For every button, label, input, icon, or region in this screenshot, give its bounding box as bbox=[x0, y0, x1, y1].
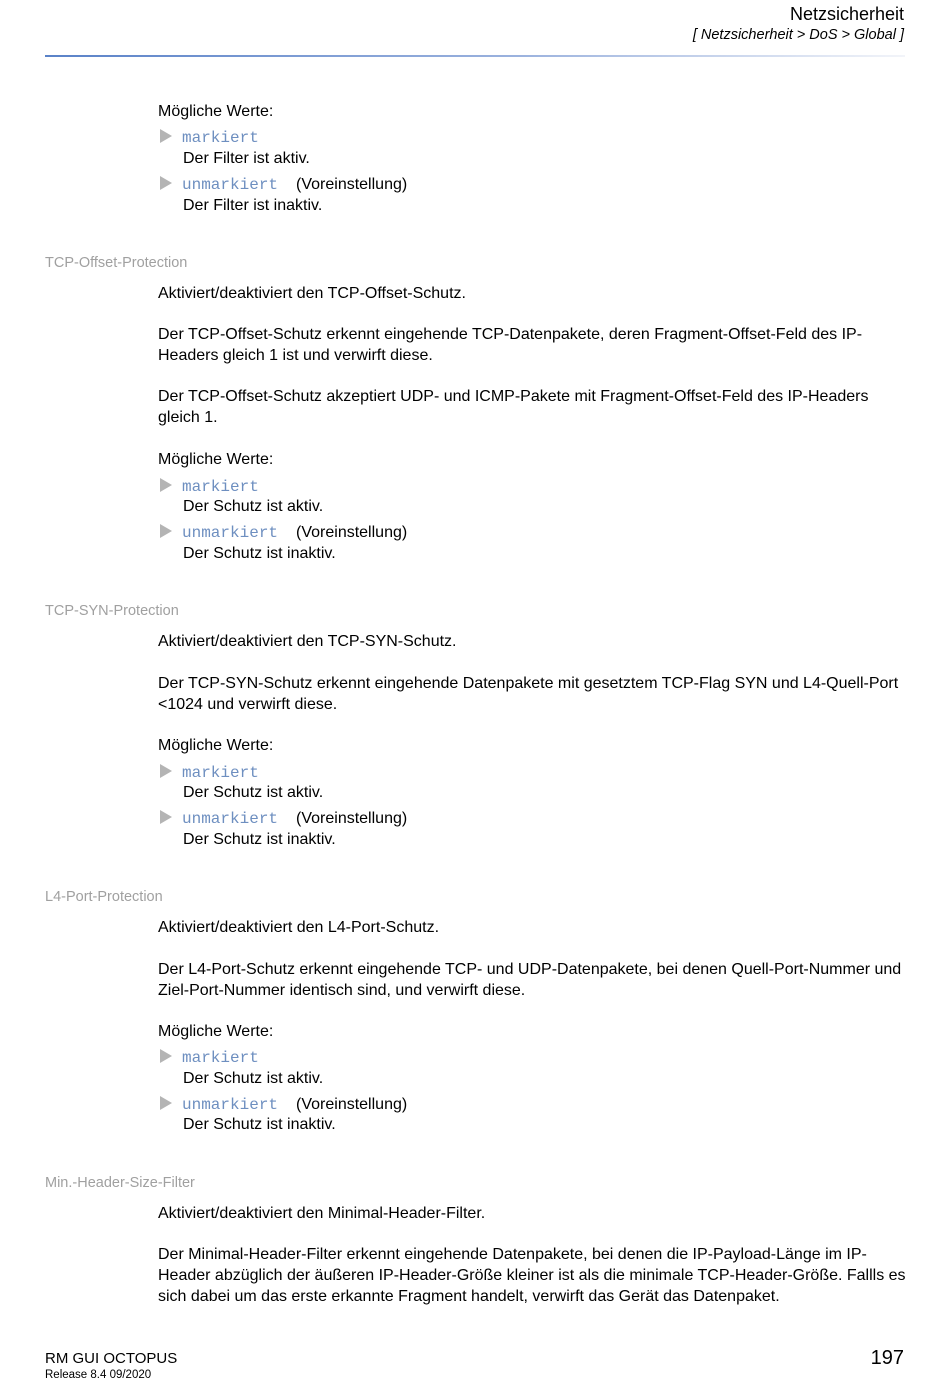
value-option-checked bbox=[160, 476, 259, 498]
value-description: Der Schutz ist aktiv. bbox=[183, 1070, 324, 1087]
possible-values-heading: Mögliche Werte: bbox=[158, 103, 274, 120]
default-marker: (Voreinstellung) bbox=[296, 810, 408, 827]
page-number: 197 bbox=[870, 1347, 904, 1369]
default-marker: (Voreinstellung) bbox=[296, 176, 408, 193]
value-keyword: unmarkiert bbox=[182, 176, 279, 194]
bullet-triangle-icon bbox=[160, 764, 172, 778]
paragraph: Aktiviert/deaktiviert den TCP-Offset-Schutz. bbox=[158, 285, 466, 302]
value-option-checked bbox=[160, 762, 259, 784]
value-description: Der Schutz ist aktiv. bbox=[183, 784, 324, 801]
paragraph: Der Minimal-Header-Filter erkennt eingehende Datenpakete, bei denen die IP-Payload-Länge im IP-Header abzüglich der äußeren IP-Header-Größe kleiner ist als die minimale TCP-Header-Größe. Fallls es sich dabei um das erste erkannte Fragment handelt, verwirft das Gerät das Datenpaket. bbox=[158, 1246, 906, 1305]
bullet-triangle-icon bbox=[160, 1096, 172, 1110]
product-name: RM GUI OCTOPUS bbox=[45, 1350, 178, 1367]
value-description: Der Filter ist aktiv. bbox=[183, 150, 310, 167]
possible-values-heading: Mögliche Werte: bbox=[158, 451, 274, 468]
paragraph: Der TCP-Offset-Schutz akzeptiert UDP- und ICMP-Pakete mit Fragment-Offset-Feld des IP-Headers gleich 1. bbox=[158, 388, 869, 426]
value-option-checked bbox=[160, 127, 259, 149]
possible-values-heading: Mögliche Werte: bbox=[158, 1023, 274, 1040]
value-description: Der Schutz ist inaktiv. bbox=[183, 1116, 336, 1133]
value-option-unchecked bbox=[160, 808, 407, 830]
bullet-triangle-icon bbox=[160, 810, 172, 824]
value-description: Der Schutz ist inaktiv. bbox=[183, 545, 336, 562]
breadcrumb: [ Netzsicherheit > DoS > Global ] bbox=[692, 27, 904, 43]
default-marker: (Voreinstellung) bbox=[296, 524, 408, 541]
value-keyword: markiert bbox=[182, 764, 259, 782]
value-option-unchecked bbox=[160, 174, 407, 196]
paragraph: Der TCP-SYN-Schutz erkennt eingehende Datenpakete mit gesetztem TCP-Flag SYN und L4-Quell-Port <1024 und verwirft diese. bbox=[158, 675, 899, 713]
section-label: Min.-Header-Size-Filter bbox=[45, 1175, 195, 1191]
paragraph: Aktiviert/deaktiviert den TCP-SYN-Schutz. bbox=[158, 633, 457, 650]
default-marker: (Voreinstellung) bbox=[296, 1096, 408, 1113]
bullet-triangle-icon bbox=[160, 1049, 172, 1063]
bullet-triangle-icon bbox=[160, 524, 172, 538]
section-label: TCP-Offset-Protection bbox=[45, 255, 188, 271]
paragraph: Der L4-Port-Schutz erkennt eingehende TCP- und UDP-Datenpakete, bei denen Quell-Port-Nummer und Ziel-Port-Nummer identisch sind, und verwirft diese. bbox=[158, 961, 902, 999]
value-description: Der Schutz ist aktiv. bbox=[183, 498, 324, 515]
header-divider bbox=[45, 55, 905, 57]
bullet-triangle-icon bbox=[160, 176, 172, 190]
bullet-triangle-icon bbox=[160, 478, 172, 492]
value-option-unchecked bbox=[160, 1094, 407, 1116]
value-option-checked bbox=[160, 1047, 259, 1069]
value-description: Der Filter ist inaktiv. bbox=[183, 197, 323, 214]
paragraph: Aktiviert/deaktiviert den L4-Port-Schutz. bbox=[158, 919, 440, 936]
possible-values-heading: Mögliche Werte: bbox=[158, 737, 274, 754]
value-keyword: unmarkiert bbox=[182, 1096, 279, 1114]
bullet-triangle-icon bbox=[160, 129, 172, 143]
value-keyword: unmarkiert bbox=[182, 810, 279, 828]
section-label: TCP-SYN-Protection bbox=[45, 603, 179, 619]
value-keyword: markiert bbox=[182, 1049, 259, 1067]
release-info: Release 8.4 09/2020 bbox=[45, 1369, 152, 1381]
section-label: L4-Port-Protection bbox=[45, 889, 163, 905]
chapter-title: Netzsicherheit bbox=[789, 4, 904, 24]
value-option-unchecked bbox=[160, 522, 407, 544]
value-keyword: markiert bbox=[182, 478, 259, 496]
paragraph: Aktiviert/deaktiviert den Minimal-Header-Filter. bbox=[158, 1205, 486, 1222]
value-keyword: unmarkiert bbox=[182, 524, 279, 542]
paragraph: Der TCP-Offset-Schutz erkennt eingehende TCP-Datenpakete, deren Fragment-Offset-Feld des IP-Headers gleich 1 ist und verwirft diese. bbox=[158, 326, 863, 364]
value-description: Der Schutz ist inaktiv. bbox=[183, 831, 336, 848]
value-keyword: markiert bbox=[182, 129, 259, 147]
